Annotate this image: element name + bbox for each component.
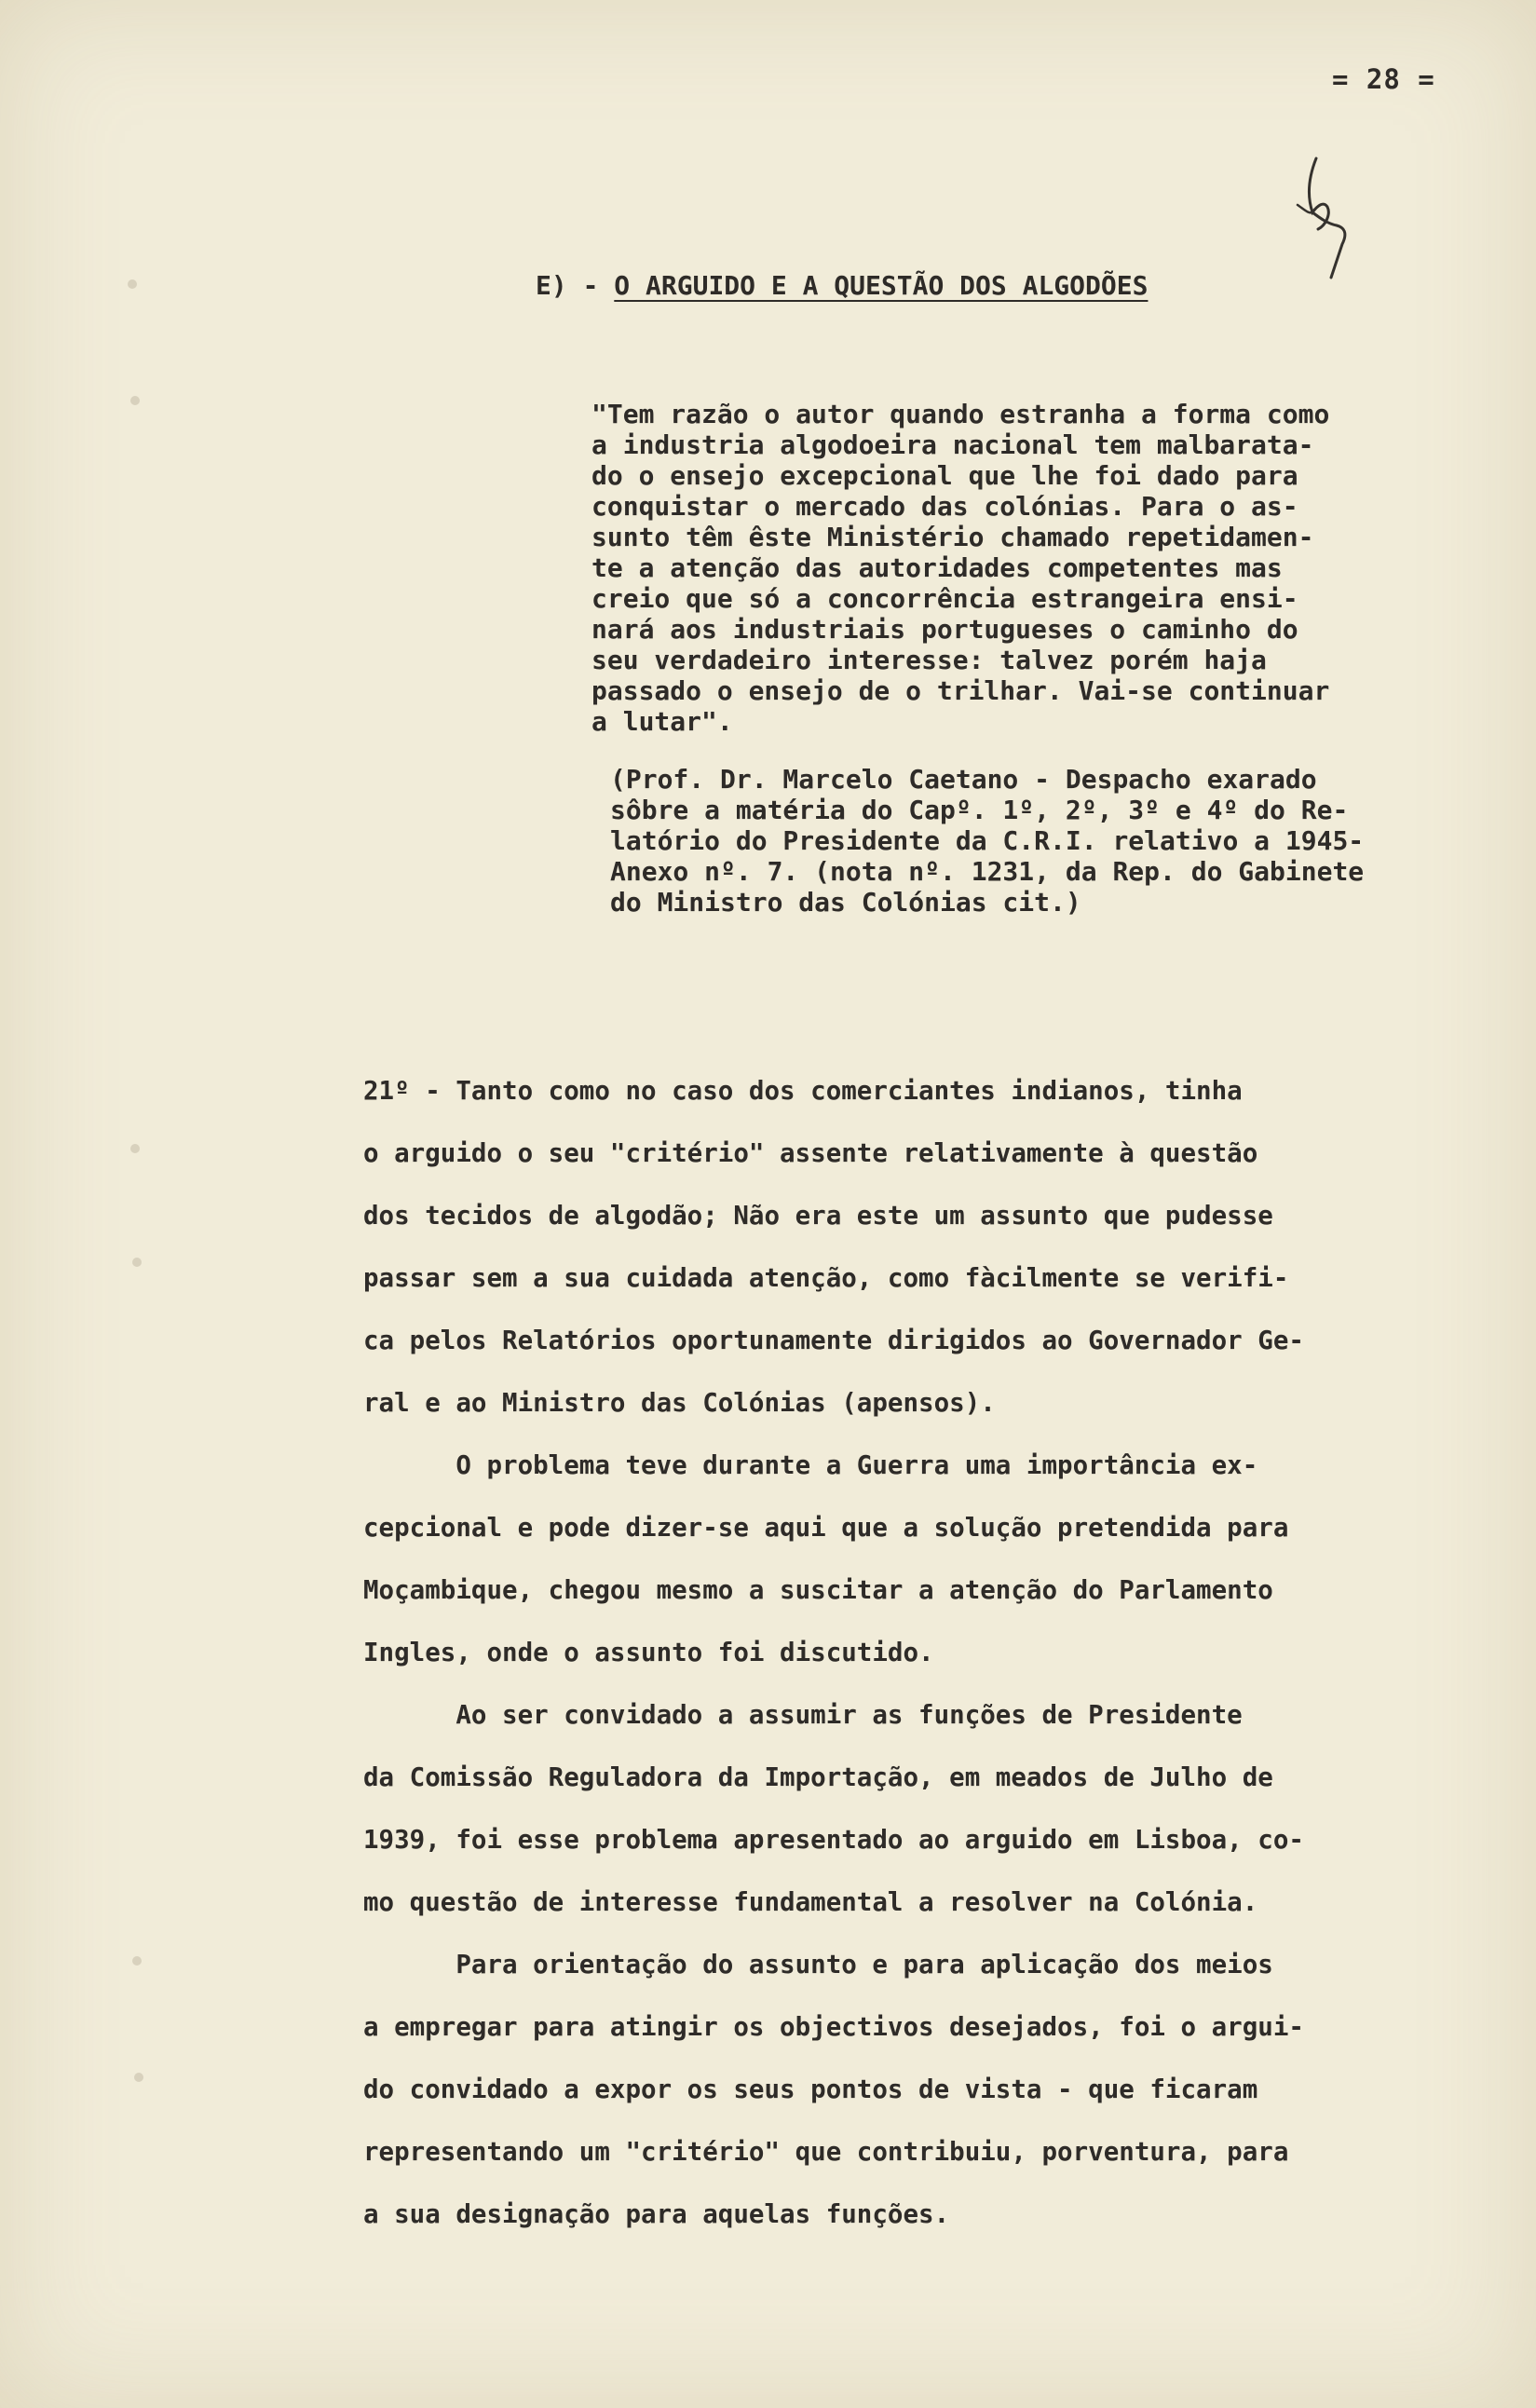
section-prefix: E) - — [536, 270, 599, 301]
binding-hole — [130, 396, 140, 405]
body-line: a sua designação para aquelas funções. — [363, 2199, 950, 2229]
citation-line: Anexo nº. 7. (nota nº. 1231, da Rep. do Gabinete — [610, 856, 1365, 887]
section-title: O ARGUIDO E A QUESTÃO DOS ALGODÕES — [614, 270, 1149, 301]
body-line: da Comissão Reguladora da Importação, em meados de Julho de — [363, 1762, 1273, 1792]
quote-line: a industria algodoeira nacional tem malbarata- — [591, 429, 1314, 460]
quote-line: nará aos industriais portugueses o caminho do — [591, 614, 1298, 645]
quote-line: do o ensejo excepcional que lhe foi dado para — [591, 460, 1298, 491]
body-line: o arguido o seu "critério" assente relativamente à questão — [363, 1138, 1258, 1168]
body-line: cepcional e pode dizer-se aqui que a solução pretendida para — [363, 1513, 1289, 1543]
quote-line: creio que só a concorrência estrangeira ensi- — [591, 583, 1298, 614]
quote-line: "Tem razão o autor quando estranha a forma como — [591, 399, 1330, 429]
body-line: Ao ser convidado a assumir as funções de Presidente — [363, 1700, 1243, 1730]
quote-line: sunto têm êste Ministério chamado repetidamen- — [591, 522, 1314, 552]
body-line: O problema teve durante a Guerra uma importância ex- — [363, 1450, 1258, 1480]
body-text — [363, 1060, 1528, 2246]
body-line: ca pelos Relatórios oportunamente dirigidos ao Governador Ge- — [363, 1326, 1304, 1355]
section-heading — [536, 270, 1148, 301]
binding-hole — [132, 1258, 142, 1267]
body-line: Moçambique, chegou mesmo a suscitar a atenção do Parlamento — [363, 1575, 1273, 1605]
body-line: passar sem a sua cuidada atenção, como fàcilmente se verifi- — [363, 1263, 1289, 1293]
body-line: Para orientação do assunto e para aplicação dos meios — [363, 1950, 1273, 1979]
page-number: = 28 = — [1332, 63, 1435, 95]
citation-line: sôbre a matéria do Capº. 1º, 2º, 3º e 4º do Re- — [610, 795, 1349, 825]
body-line: representando um "critério" que contribuiu, porventura, para — [363, 2137, 1289, 2167]
binding-hole — [134, 2073, 143, 2082]
body-line: ral e ao Ministro das Colónias (apensos). — [363, 1388, 996, 1418]
quote-line: conquistar o mercado das colónias. Para o as- — [591, 491, 1298, 522]
body-line: 1939, foi esse problema apresentado ao arguido em Lisboa, co- — [363, 1825, 1304, 1855]
quote-citation — [610, 764, 1514, 918]
quote-line: passado o ensejo de o trilhar. Vai-se continuar — [591, 675, 1330, 706]
body-line: Ingles, onde o assunto foi discutido. — [363, 1638, 934, 1667]
body-line: 21º - Tanto como no caso dos comerciantes indianos, tinha — [363, 1076, 1243, 1106]
handwritten-initials — [1290, 140, 1355, 279]
binding-hole — [132, 1956, 142, 1966]
citation-line: do Ministro das Colónias cit.) — [610, 887, 1081, 918]
body-line: do convidado a expor os seus pontos de vista - que ficaram — [363, 2075, 1258, 2104]
body-line: mo questão de interesse fundamental a resolver na Colónia. — [363, 1887, 1258, 1917]
binding-hole — [130, 1144, 140, 1153]
citation-line: latório do Presidente da C.R.I. relativo a 1945- — [610, 825, 1365, 856]
quote-line: a lutar". — [591, 706, 733, 737]
quote-line: seu verdadeiro interesse: talvez porém haja — [591, 645, 1267, 675]
binding-hole — [128, 279, 137, 289]
body-line: dos tecidos de algodão; Não era este um assunto que pudesse — [363, 1201, 1273, 1231]
citation-line: (Prof. Dr. Marcelo Caetano - Despacho exarado — [610, 764, 1317, 795]
body-line: a empregar para atingir os objectivos desejados, foi o argui- — [363, 2012, 1304, 2042]
quote-line: te a atenção das autoridades competentes mas — [591, 552, 1283, 583]
block-quote — [591, 399, 1504, 737]
